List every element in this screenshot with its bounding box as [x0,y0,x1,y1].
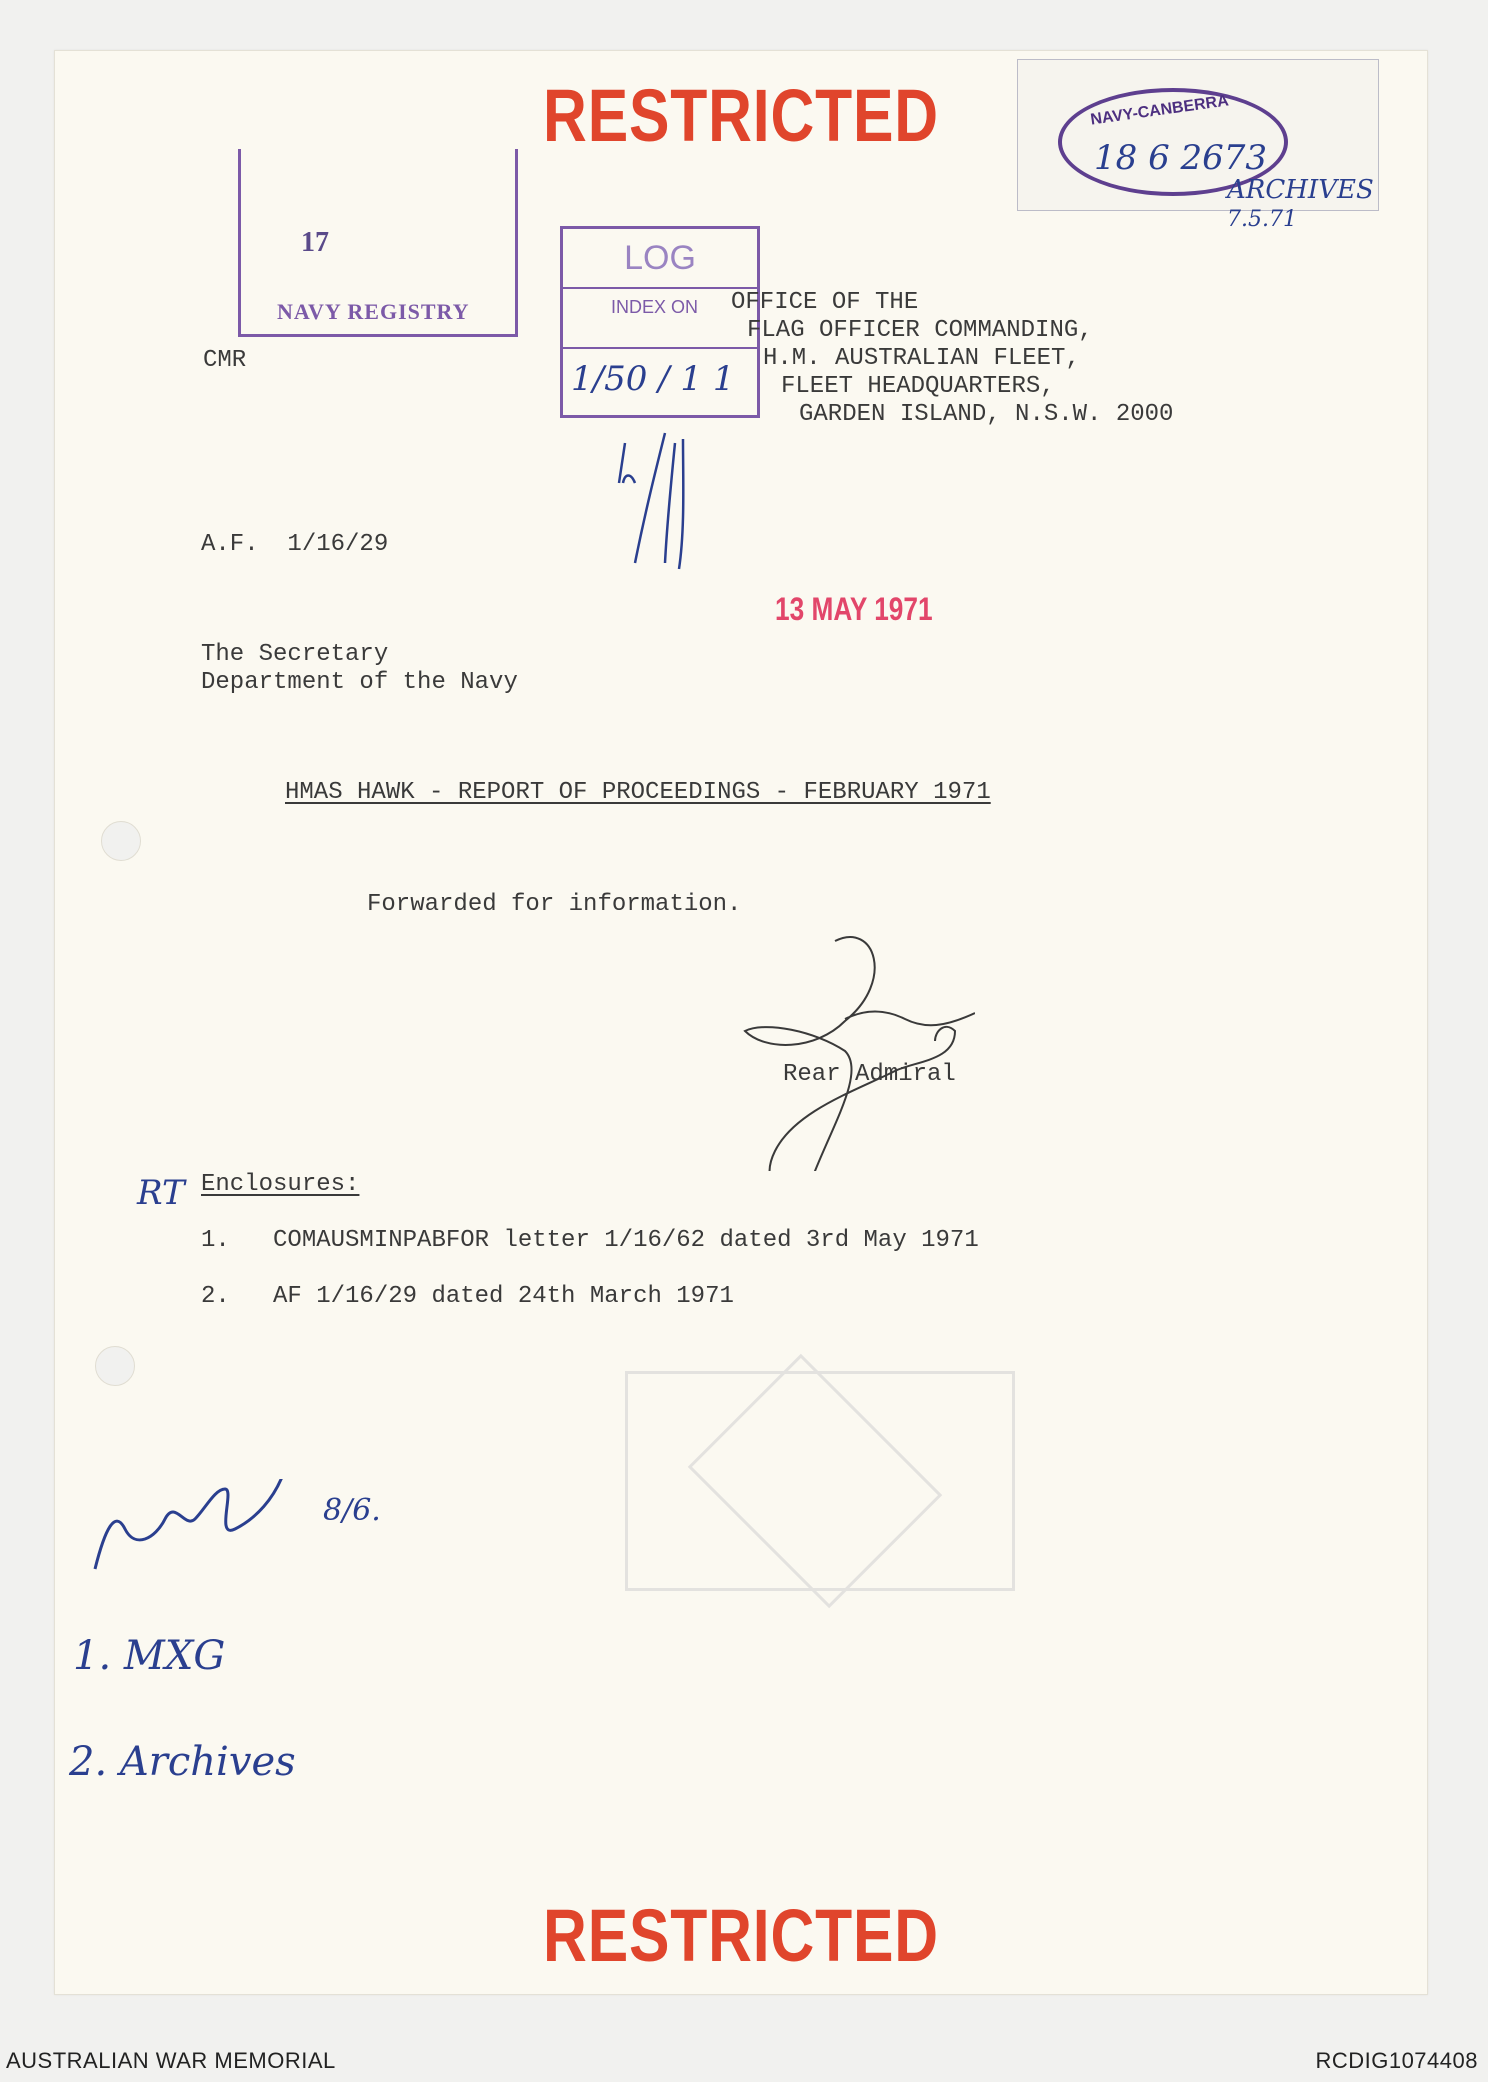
cmr-label: CMR [203,347,247,374]
canberra-text: NAVY-CANBERRA [1089,92,1230,129]
log-reference: 1/50 / 1 1 [571,359,735,399]
subject-line: HMAS HAWK - REPORT OF PROCEEDINGS - FEBRUARY 1971 [285,779,991,806]
received-date-stamp: 13 MAY 1971 [775,591,933,627]
bottom-note-1: 8/6. [323,1493,381,1528]
reference-number: A.F. 1/16/29 [201,531,389,558]
registry-text: NAVY REGISTRY [277,299,470,324]
bleed-through-stamp [625,1371,1015,1591]
log-signature [595,423,715,583]
log-stamp [560,226,760,418]
canberra-number: 18 6 2673 [1094,138,1268,178]
bottom-note-3: 2. Archives [69,1739,296,1785]
log-index-label: INDEX ON [611,297,699,317]
rt-annotation: RT [137,1173,185,1213]
registry-date: 17 [301,227,329,258]
recipient-line-2: Department of the Navy [201,669,518,696]
footer-left: AUSTRALIAN WAR MEMORIAL [6,2048,336,2073]
signatory-title: Rear Admiral [783,1061,956,1088]
enclosure-1: 1. COMAUSMINPABFOR letter 1/16/62 dated 3rd May 1971 [201,1227,979,1254]
body-text: Forwarded for information. [367,891,742,918]
classification-top: RESTRICTED [543,74,939,157]
address-line-4: FLEET HEADQUARTERS, [781,373,1055,400]
admiral-signature [715,931,975,1171]
document-page [54,50,1428,1995]
navy-registry-stamp [238,149,518,337]
classification-bottom: RESTRICTED [543,1894,939,1977]
address-line-2: FLAG OFFICER COMMANDING, [747,317,1093,344]
enclosure-2: 2. AF 1/16/29 dated 24th March 1971 [201,1283,734,1310]
enclosures-heading: Enclosures: [201,1171,360,1198]
archives-note: ARCHIVES [1227,175,1374,205]
bottom-note-2: 1. MXG [73,1633,226,1679]
footer-right: RCDIG1074408 [1315,2048,1478,2073]
punch-hole-1 [101,821,141,861]
address-line-1: OFFICE OF THE [731,289,919,316]
address-line-5: GARDEN ISLAND, N.S.W. 2000 [799,401,1174,428]
address-line-3: H.M. AUSTRALIAN FLEET, [763,345,1080,372]
archives-date: 7.5.71 [1227,207,1297,232]
bottom-scrawl [75,1479,335,1589]
recipient-line-1: The Secretary [201,641,389,668]
log-title: LOG [624,239,696,277]
punch-hole-2 [95,1346,135,1386]
